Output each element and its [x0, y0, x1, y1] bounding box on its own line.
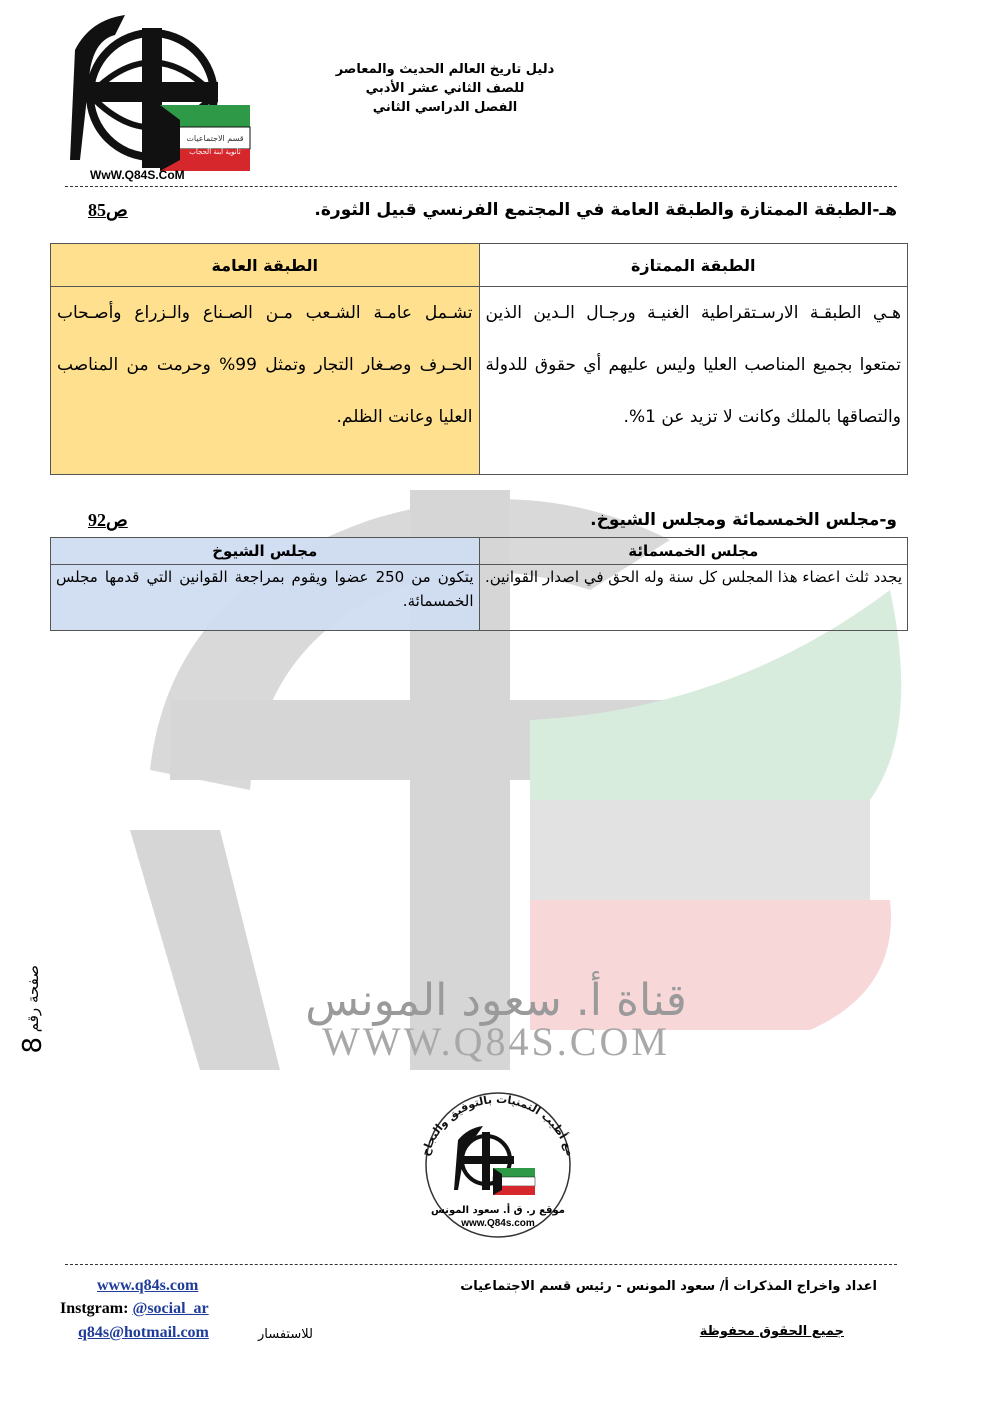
instagram-row	[60, 1300, 209, 1318]
watermark-url: WWW.Q84S.COM	[322, 1019, 670, 1064]
section-1-table	[50, 243, 908, 475]
table-cell: يتكون من 250 عضوا ويقوم بمراجعة القوانين التي قدمها مجلس الخمسمائة.	[51, 565, 480, 631]
svg-text:مع أطيب التمنيات بالتوفيق والن	[419, 1093, 578, 1158]
header-title-3: الفصل الدراسي الثاني	[372, 100, 518, 115]
email-link[interactable]: q84s@hotmail.com	[78, 1324, 209, 1341]
footer-stamp	[398, 1080, 598, 1240]
header-title-1: دليل تاريخ العالم الحديث والمعاصر	[335, 62, 555, 77]
stamp-url: www.Q84s.com	[461, 1218, 535, 1229]
logo-url: WwW.Q84S.CoM	[90, 168, 185, 182]
watermark-arabic: قناة أ. سعود المونس	[305, 975, 687, 1026]
table-header: الطبقة العامة	[51, 244, 480, 287]
table-cell: يجدد ثلث اعضاء هذا المجلس كل سنة وله الحق في اصدار القوانين.	[479, 565, 908, 631]
section-1-title: هـ-الطبقة الممتازة والطبقة العامة في المجتمع الفرنسي قبيل الثورة.	[314, 200, 897, 220]
website-link[interactable]: www.q84s.com	[97, 1277, 199, 1294]
header-title-2: للصف الثاني عشر الأدبي	[365, 81, 525, 96]
stamp-bottom-text: موقع ر. ق أ. سعود المونس	[431, 1205, 565, 1216]
rights-line: جميع الحقوق محفوظة	[699, 1324, 844, 1339]
header-titles	[300, 60, 590, 117]
header-divider	[65, 186, 897, 187]
instagram-link[interactable]: @social_ar	[132, 1300, 209, 1317]
page-number	[18, 965, 48, 1054]
table-cell: تشـمل عامـة الشـعب مـن الصـناع والـزراع وأصـحاب الحـرف وصـغار التجار وتمثل 99% وحرمت من المناصب العليا وعانت الظلم.	[51, 287, 480, 475]
inquiry-label: للاستفسار	[258, 1327, 313, 1342]
section-2-title: و-مجلس الخمسمائة ومجلس الشيوخ.	[590, 510, 897, 530]
footer-divider	[65, 1264, 897, 1265]
section-2-table	[50, 537, 908, 631]
page-number-value: 8	[18, 1037, 48, 1054]
logo-caption-2: ثانوية ابنة الحجاب	[189, 148, 241, 156]
credit-line: اعداد واخراج المذكرات أ/ سعود المونس - رئيس قسم الاجتماعيات	[460, 1279, 877, 1294]
table-header: مجلس الشيوخ	[51, 538, 480, 565]
school-logo	[70, 10, 255, 185]
section-2-page-ref: ص92	[88, 510, 128, 530]
table-header: الطبقة الممتازة	[479, 244, 908, 287]
instagram-label: Instgram:	[60, 1300, 129, 1317]
page-number-label: صفحة رقم	[24, 965, 42, 1033]
logo-caption-1: قسم الاجتماعيات	[186, 134, 244, 143]
table-cell: هـي الطبقـة الارسـتقراطية الغنيـة ورجـال الـدين الذين تمتعوا بجميع المناصب العليا وليس عليهم أي حقوق للدولة والتصاقها بالملك وكانت لا تزيد عن 1%.	[479, 287, 908, 475]
stamp-arc-text: مع أطيب التمنيات بالتوفيق والنجاح	[418, 1092, 578, 1158]
table-header: مجلس الخمسمائة	[479, 538, 908, 565]
section-1-page-ref: ص85	[88, 200, 128, 220]
